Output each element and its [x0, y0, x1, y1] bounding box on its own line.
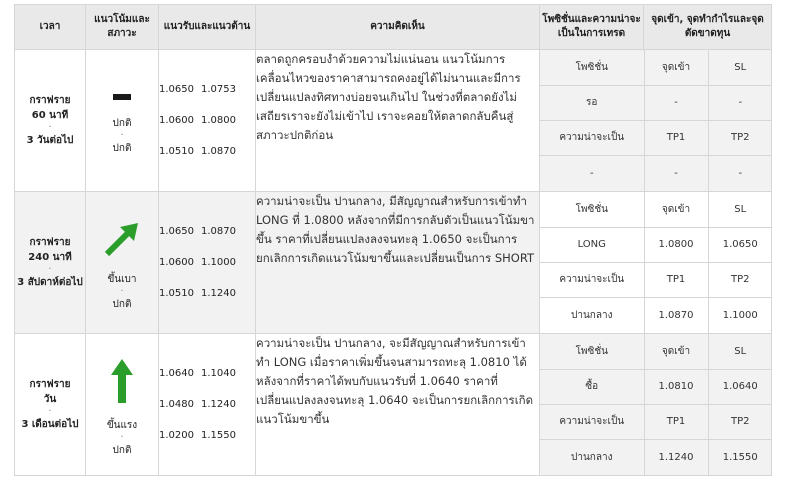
probability-value: ปานกลาง — [540, 439, 644, 475]
timeframe-horizon: 3 วันต่อไป — [26, 135, 74, 146]
sl-value: - — [708, 85, 772, 120]
probability-label: ความน่าจะเป็น — [540, 262, 644, 297]
tp2-value: 1.1000 — [722, 309, 758, 321]
trend-volatility: ปกติ — [112, 445, 132, 456]
timeframe-dot: · — [48, 122, 52, 133]
sub-row — [540, 334, 772, 369]
header-time: เวลา — [15, 5, 86, 50]
comment-cell: ตลาดถูกครอบงำด้วยความไม่แน่นอน แนวโน้มการเคลื่อนไหวของราคาสามารถคงอยู่ได้ไม่นานและมีการเปลี่ยนแปลงทิศทางบ่อยจนเกินไป ในช่วงที่ตลาดยังไม่เสถียรเราจะยังไม่เข้าไป เราจะคอยให้ตลาดกลับคืนสู่สภาวะปกติก่อน — [256, 50, 540, 192]
probability-value: - — [540, 155, 644, 191]
comment-cell: ความน่าจะเป็น ปานกลาง, มีสัญญาณสำหรับการเข้าทำ LONG ที่ 1.0800 หลังจากที่มีการกลับตัวเป็นแนวโน้มขาขึ้น ราคาที่เปลี่ยนแปลงลงจนทะลุ 1.0650 จะเป็นการยกเลิกการเกิดแนวโน้มขาขึ้นและเปลี่ยนเป็นการ SHORT — [256, 192, 540, 334]
comment-cell: ความน่าจะเป็น ปานกลาง, จะมีสัญญาณสำหรับการเข้าทำ LONG เมื่อราคาเพิ่มขึ้นจนสามารถทะลุ 1.0810 ได้หลังจากที่ราคาได้พบกับแนวรับที่ 1.0640 ราคาที่เปลี่ยนแปลงลงจนทะลุ 1.0640 จะเป็นการยกเลิกการเกิดแนวโน้มขาขึ้น — [256, 334, 540, 476]
sub-row — [540, 439, 772, 475]
trend-dot: · — [120, 286, 124, 297]
timeframe-cell — [15, 192, 86, 334]
level-row — [159, 389, 255, 420]
timeframe-cell — [15, 334, 86, 476]
trend-dot: · — [120, 130, 124, 141]
resistance-level: 1.1040 — [201, 368, 236, 379]
support-level: 1.0640 — [159, 368, 194, 379]
header-trend: แนวโน้มและสภาวะ — [86, 5, 159, 50]
level-row — [159, 136, 255, 167]
arrow-up-right-icon — [102, 219, 142, 259]
timeframe-cell — [15, 50, 86, 192]
timeframe-line2: 60 นาที — [31, 110, 69, 121]
sub-row — [540, 85, 772, 120]
support-level: 1.0480 — [159, 399, 194, 410]
timeframe-line1: กราฟราย — [29, 95, 71, 106]
sl-label: SL — [708, 192, 772, 227]
levels-cell — [159, 334, 256, 476]
level-row — [159, 420, 255, 451]
support-level: 1.0600 — [159, 115, 194, 126]
tp1-label: TP1 — [644, 404, 708, 439]
sl-value: 1.0640 — [708, 369, 772, 404]
entry-label: จุดเข้า — [644, 192, 708, 227]
sub-row — [540, 50, 772, 85]
level-row — [159, 74, 255, 105]
probability-label: ความน่าจะเป็น — [540, 120, 644, 155]
resistance-level: 1.0753 — [201, 84, 236, 95]
levels-cell — [159, 50, 256, 192]
resistance-level: 1.0870 — [201, 226, 236, 237]
position-label: โพซิชั่น — [540, 334, 644, 369]
position-cell — [540, 334, 772, 476]
trend-strength: ขึ้นแรง — [106, 420, 138, 431]
table-row — [15, 50, 772, 192]
support-level: 1.0650 — [159, 226, 194, 237]
trend-cell — [86, 334, 159, 476]
tp1-value: 1.1240 — [644, 439, 708, 475]
sub-row — [540, 192, 772, 227]
timeframe-dot: · — [48, 406, 52, 417]
header-levels: แนวรับและแนวต้าน — [159, 5, 256, 50]
position-subtable — [540, 334, 772, 475]
tp2-label: TP2 — [708, 262, 772, 297]
header-targets: จุดเข้า, จุดทำกำไรและจุดตัดขาดทุน — [644, 5, 772, 50]
timeframe-line1: กราฟราย — [29, 237, 71, 248]
resistance-level: 1.1550 — [201, 430, 236, 441]
support-level: 1.0200 — [159, 430, 194, 441]
entry-label: จุดเข้า — [644, 334, 708, 369]
sub-row — [540, 120, 772, 155]
tp2-value: - — [738, 167, 743, 179]
support-level: 1.0650 — [159, 84, 194, 95]
trend-volatility: ปกติ — [112, 299, 132, 310]
header-row — [15, 5, 772, 50]
header-position: โพซิชั่นและความน่าจะเป็นในการเทรด — [540, 5, 644, 50]
entry-value: 1.0810 — [644, 369, 708, 404]
position-value: ซื้อ — [540, 369, 644, 404]
support-level: 1.0510 — [159, 146, 194, 157]
sub-row — [540, 155, 772, 191]
tp1-label: TP1 — [644, 120, 708, 155]
entry-label: จุดเข้า — [644, 50, 708, 85]
header-comment: ความคิดเห็น — [256, 5, 540, 50]
timeframe-line2: วัน — [43, 394, 57, 405]
position-label: โพซิชั่น — [540, 192, 644, 227]
entry-value: 1.0800 — [644, 227, 708, 262]
timeframe-dot: · — [48, 264, 52, 275]
timeframe-line1: กราฟราย — [29, 379, 71, 390]
probability-label: ความน่าจะเป็น — [540, 404, 644, 439]
arrow-up-icon — [110, 357, 134, 405]
resistance-level: 1.1000 — [201, 257, 236, 268]
sub-row — [540, 262, 772, 297]
tp2-label: TP2 — [708, 404, 772, 439]
tp1-value: - — [644, 155, 708, 191]
tp1-label: TP1 — [644, 262, 708, 297]
sub-row — [540, 297, 772, 333]
sl-label: SL — [708, 334, 772, 369]
timeframe-line2: 240 นาที — [28, 252, 72, 263]
resistance-level: 1.1240 — [201, 399, 236, 410]
timeframe-horizon: 3 สัปดาห์ต่อไป — [17, 277, 83, 288]
resistance-level: 1.0800 — [201, 115, 236, 126]
tp2-value: 1.1550 — [722, 451, 758, 463]
position-value: LONG — [540, 227, 644, 262]
level-row — [159, 278, 255, 309]
sub-row — [540, 404, 772, 439]
support-level: 1.0510 — [159, 288, 194, 299]
sub-row — [540, 227, 772, 262]
table-row — [15, 334, 772, 476]
trend-cell — [86, 50, 159, 192]
level-row — [159, 216, 255, 247]
sl-label: SL — [708, 50, 772, 85]
tp2-label: TP2 — [708, 120, 772, 155]
probability-value: ปานกลาง — [540, 297, 644, 333]
trend-dot: · — [120, 432, 124, 443]
flat-dash-icon — [111, 91, 133, 103]
trend-strength: ปกติ — [112, 118, 132, 129]
support-level: 1.0600 — [159, 257, 194, 268]
position-subtable — [540, 50, 772, 191]
position-cell — [540, 192, 772, 334]
entry-value: - — [644, 85, 708, 120]
tp1-value: 1.0870 — [644, 297, 708, 333]
position-cell — [540, 50, 772, 192]
trend-volatility: ปกติ — [112, 143, 132, 154]
resistance-level: 1.0870 — [201, 146, 236, 157]
timeframe-horizon: 3 เดือนต่อไป — [21, 419, 79, 430]
sub-row — [540, 369, 772, 404]
sl-value: 1.0650 — [708, 227, 772, 262]
level-row — [159, 358, 255, 389]
level-row — [159, 105, 255, 136]
analysis-table — [14, 4, 772, 476]
position-value: รอ — [540, 85, 644, 120]
position-label: โพซิชั่น — [540, 50, 644, 85]
resistance-level: 1.1240 — [201, 288, 236, 299]
trend-cell — [86, 192, 159, 334]
table-row — [15, 192, 772, 334]
levels-cell — [159, 192, 256, 334]
position-subtable — [540, 192, 772, 333]
level-row — [159, 247, 255, 278]
trend-strength: ขึ้นเบา — [107, 274, 137, 285]
